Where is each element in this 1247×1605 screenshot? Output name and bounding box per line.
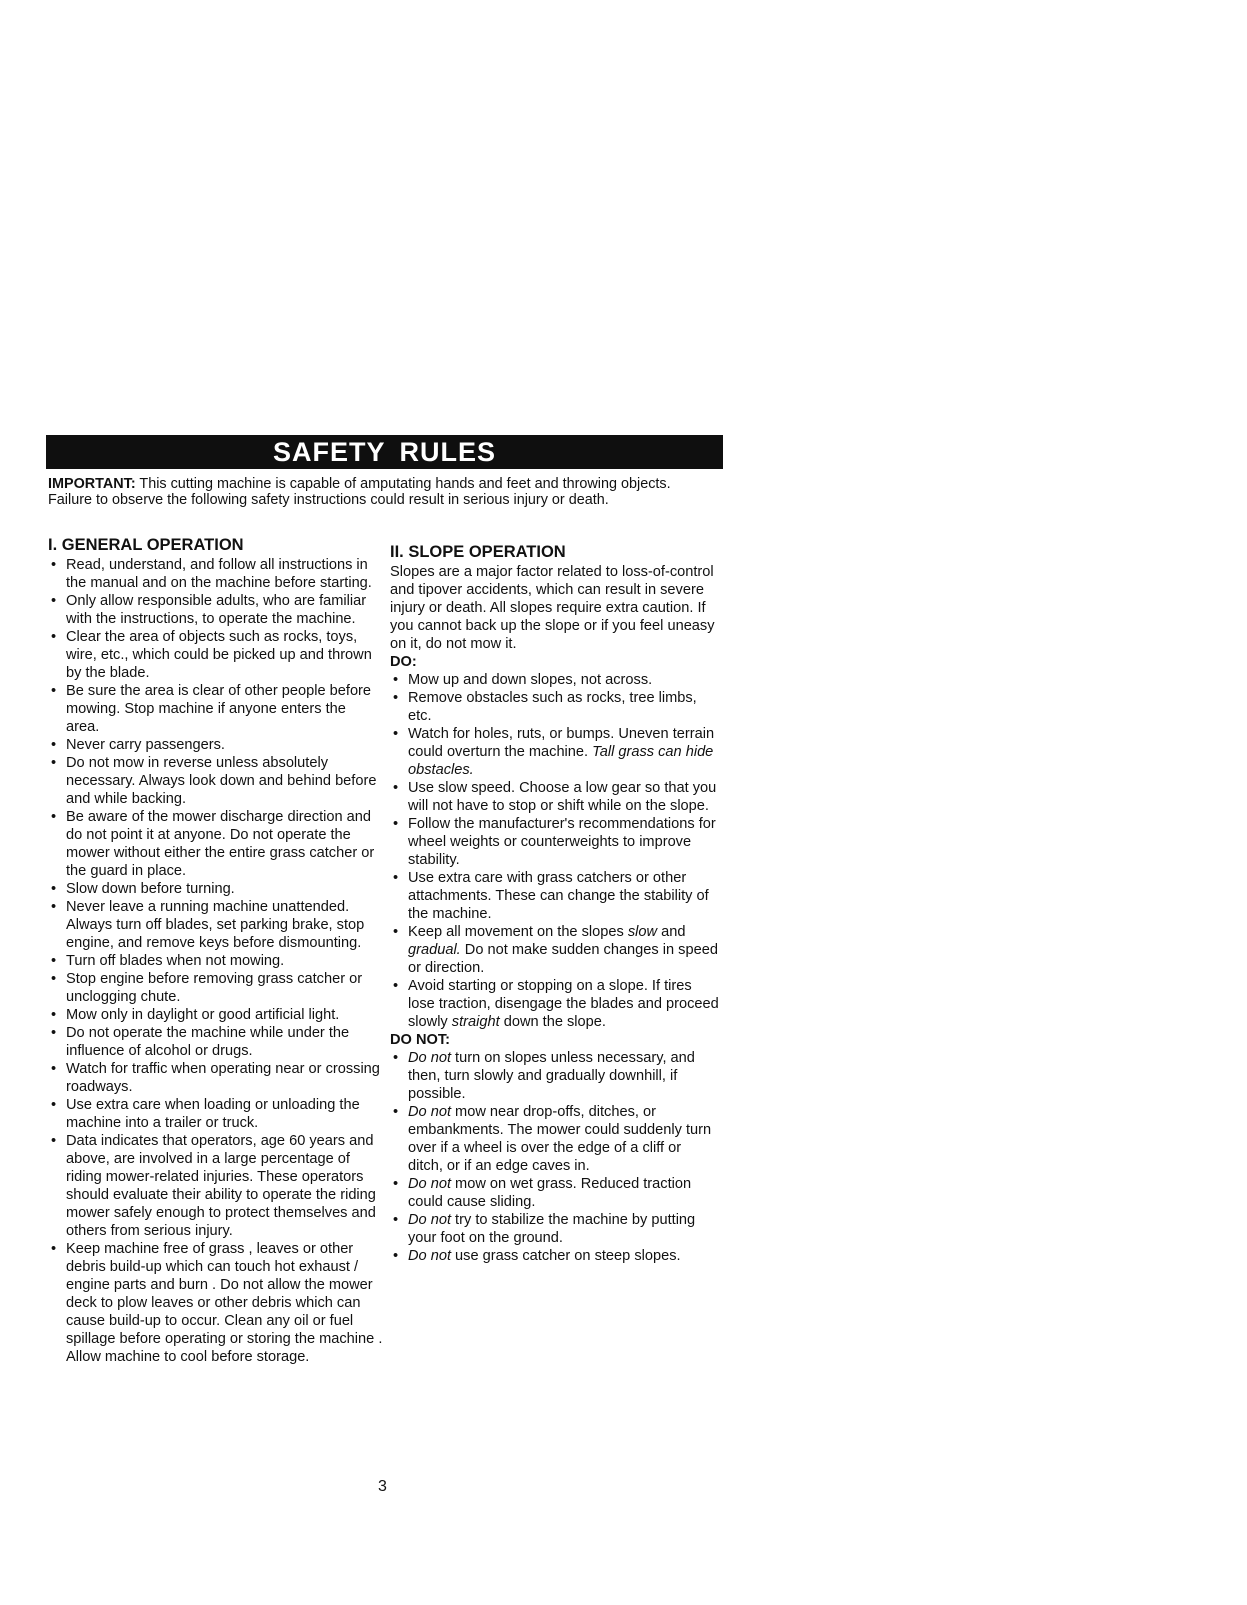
item-text: Use extra care with grass catchers or other attachments. These can change the stability of the machine. xyxy=(408,870,709,922)
list-item xyxy=(48,952,383,970)
item-text: Do not operate the machine while under the influence of alcohol or drugs. xyxy=(66,1025,350,1059)
emphasis-text: Do not xyxy=(408,1212,451,1228)
general-operation-list xyxy=(48,556,383,1366)
safety-rules-banner xyxy=(46,435,723,469)
emphasis-text: straight xyxy=(451,1014,500,1030)
list-item xyxy=(390,1247,720,1265)
list-item xyxy=(48,808,383,880)
item-text: down the slope. xyxy=(499,1014,606,1030)
item-text: Only allow responsible adults, who are familiar with the instructions, to operate the machine. xyxy=(66,593,367,627)
item-text: and xyxy=(657,924,686,940)
item-text: Be sure the area is clear of other people before mowing. Stop machine if anyone enters the area. xyxy=(66,683,372,735)
list-item xyxy=(390,923,720,977)
list-item xyxy=(48,880,383,898)
important-notice xyxy=(48,476,718,508)
item-text: Use slow speed. Choose a low gear so that you will not have to stop or shift while on the slope. xyxy=(408,780,717,814)
item-text: Watch for holes, ruts, or bumps. Uneven terrain could overturn the machine. xyxy=(408,726,715,760)
general-operation-title: I. GENERAL OPERATION xyxy=(48,536,244,554)
list-item xyxy=(48,682,383,736)
list-item xyxy=(390,1175,720,1211)
item-text: Read, understand, and follow all instructions in the manual and on the machine before starting. xyxy=(66,557,372,591)
list-item xyxy=(48,1006,383,1024)
list-item xyxy=(48,898,383,952)
list-item xyxy=(390,671,720,689)
do-title: DO: xyxy=(390,654,417,670)
item-text: Slow down before turning. xyxy=(66,881,235,897)
item-text: Data indicates that operators, age 60 years and above, are involved in a large percentage of riding mower-related injuries. These operators should evaluate their ability to operate the riding mower safely enough to protect themselves and others from serious injury. xyxy=(66,1133,376,1239)
item-text: Never carry passengers. xyxy=(66,737,225,753)
list-item xyxy=(48,754,383,808)
item-text: Stop engine before removing grass catcher or unclogging chute. xyxy=(66,971,363,1005)
item-text: mow on wet grass. Reduced traction could cause sliding. xyxy=(408,1176,692,1210)
do-not-list xyxy=(390,1049,720,1265)
list-item xyxy=(390,689,720,725)
list-item xyxy=(48,736,383,754)
item-text: Be aware of the mower discharge direction and do not point it at anyone. Do not operate the mower without either the entire grass catcher or the guard in place. xyxy=(66,809,375,879)
list-item xyxy=(48,556,383,592)
item-text: Clear the area of objects such as rocks, toys, wire, etc., which could be picked up and thrown by the blade. xyxy=(66,629,372,681)
item-text: Keep machine free of grass , leaves or other debris build-up which can touch hot exhaust / engine parts and burn . Do not allow the mower deck to plow leaves or other debris which can cause build-up to occur. Clean any oil or fuel spillage before operating or storing the machine . Allow machine to cool before storage. xyxy=(66,1241,383,1365)
banner-title: SAFETY RULES xyxy=(272,436,497,467)
list-item xyxy=(48,592,383,628)
page-number: 3 xyxy=(378,1478,387,1495)
item-text: Use extra care when loading or unloading the machine into a trailer or truck. xyxy=(66,1097,360,1131)
list-item xyxy=(48,970,383,1006)
item-text: Remove obstacles such as rocks, tree limbs, etc. xyxy=(408,690,697,724)
slope-intro: Slopes are a major factor related to loss-of-control and tipover accidents, which can result in severe injury or death. All slopes require extra caution. If you cannot back up the slope or if you feel uneasy on it, do not mow it. xyxy=(390,564,715,652)
list-item xyxy=(390,779,720,815)
item-text: turn on slopes unless necessary, and then, turn slowly and gradually downhill, if possible. xyxy=(408,1050,695,1102)
item-text: Do not make sudden changes in speed or direction. xyxy=(408,942,718,976)
list-item xyxy=(390,815,720,869)
emphasis-text: slow xyxy=(627,924,658,940)
list-item xyxy=(48,628,383,682)
emphasis-text: Tall grass can hide obstacles. xyxy=(408,744,714,778)
list-item xyxy=(48,1240,383,1366)
item-text: Do not mow in reverse unless absolutely necessary. Always look down and behind before and while backing. xyxy=(66,755,377,807)
emphasis-text: Do not xyxy=(408,1176,451,1192)
item-text: mow near drop-offs, ditches, or embankments. The mower could suddenly turn over if a wheel is over the edge of a cliff or ditch, or if an edge caves in. xyxy=(408,1104,712,1174)
item-text: Mow up and down slopes, not across. xyxy=(408,672,653,688)
item-text: try to stabilize the machine by putting your foot on the ground. xyxy=(408,1212,696,1246)
item-text: Turn off blades when not mowing. xyxy=(66,953,285,969)
general-operation-column xyxy=(48,535,383,1366)
emphasis-text: Do not xyxy=(408,1050,451,1066)
list-item xyxy=(390,1049,720,1103)
emphasis-text: Do not xyxy=(408,1248,451,1264)
list-item xyxy=(390,1103,720,1175)
list-item xyxy=(390,725,720,779)
list-item xyxy=(48,1060,383,1096)
important-lead: IMPORTANT: xyxy=(48,476,136,492)
list-item xyxy=(48,1096,383,1132)
do-not-title: DO NOT: xyxy=(390,1032,450,1048)
item-text: use grass catcher on steep slopes. xyxy=(451,1248,681,1264)
emphasis-text: gradual. xyxy=(408,942,461,958)
list-item xyxy=(48,1024,383,1060)
slope-operation-title: II. SLOPE OPERATION xyxy=(390,543,566,561)
item-text: Mow only in daylight or good artificial light. xyxy=(66,1007,340,1023)
slope-operation-column xyxy=(390,542,720,1265)
emphasis-text: Do not xyxy=(408,1104,451,1120)
item-text: Follow the manufacturer's recommendations for wheel weights or counterweights to improve stability. xyxy=(408,816,716,868)
do-list xyxy=(390,671,720,1031)
item-text: Never leave a running machine unattended. Always turn off blades, set parking brake, stop engine, and remove keys before dismounting. xyxy=(66,899,365,951)
list-item xyxy=(390,869,720,923)
item-text: Avoid starting or stopping on a slope. If tires lose traction, disengage the blades and proceed slowly xyxy=(408,978,719,1030)
list-item xyxy=(48,1132,383,1240)
important-text: This cutting machine is capable of amputating hands and feet and throwing objects. Failure to observe the following safety instructions could result in serious injury or death. xyxy=(48,476,671,508)
list-item xyxy=(390,1211,720,1247)
item-text: Watch for traffic when operating near or crossing roadways. xyxy=(66,1061,380,1095)
list-item xyxy=(390,977,720,1031)
item-text: Keep all movement on the slopes xyxy=(408,924,628,940)
